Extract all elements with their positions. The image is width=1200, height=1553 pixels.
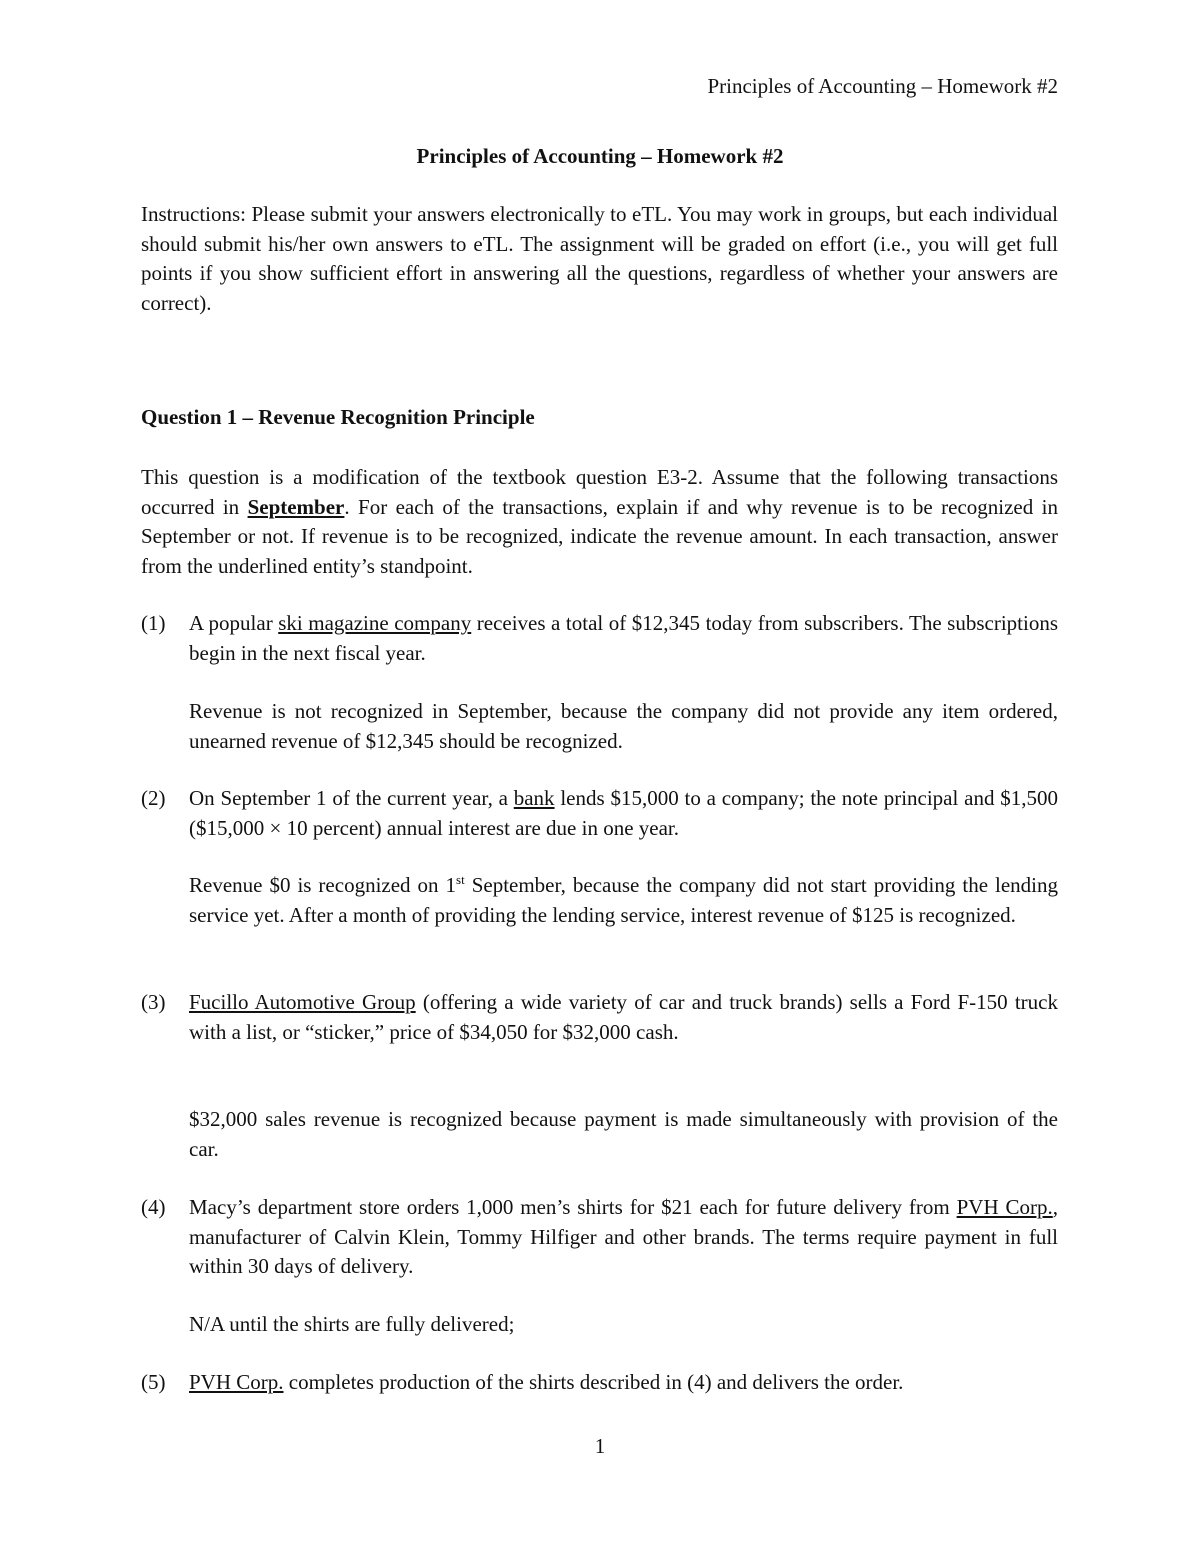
item-text-pre: A popular	[189, 611, 279, 635]
item-text-post: completes production of the shirts described in (4) and delivers the order.	[283, 1370, 904, 1394]
item-number: (4)	[141, 1195, 166, 1219]
underlined-entity: ski magazine company	[278, 611, 472, 635]
item-text	[189, 609, 1058, 668]
running-header: Principles of Accounting – Homework #2	[707, 74, 1058, 98]
item-text-pre: On September 1 of the current year, a	[189, 786, 514, 810]
intro-text-part1: This question is a modification of the textbook question E3-2. Assume that the following transactions occurred in	[141, 465, 1058, 519]
item-text	[189, 784, 1058, 843]
intro-text-part2: . For each of the transactions, explain if and why revenue is to be recognized in September or not. If revenue is to be recognized, indicate the revenue amount. In each transaction, answer from the underlined entity’s standpoint.	[141, 494, 1058, 578]
item-text	[189, 988, 1058, 1047]
document-title: Principles of Accounting – Homework #2	[416, 144, 784, 168]
answer-text-pre: Revenue $0 is recognized on 1	[189, 873, 457, 897]
item-text-post: lends $15,000 to a company; the note principal and $1,500 ($15,000 × 10 percent) annual interest are due in one year.	[189, 786, 1058, 840]
underlined-entity: PVH Corp.	[189, 1370, 284, 1394]
item-text	[189, 1368, 1058, 1398]
item-text-post: , manufacturer of Calvin Klein, Tommy Hilfiger and other brands. The terms require payment in full within 30 days of delivery.	[189, 1195, 1059, 1278]
answer-1: Revenue is not recognized in September, because the company did not provide any item ordered, unearned revenue of $12,345 should be recognized.	[189, 699, 1058, 753]
question-1-heading: Question 1 – Revenue Recognition Principle	[141, 405, 535, 429]
item-number: (5)	[141, 1370, 166, 1394]
item-text-post: receives a total of $12,345 today from subscribers. The subscriptions begin in the next fiscal year.	[189, 611, 1059, 665]
item-number: (1)	[141, 611, 166, 635]
answer-3: $32,000 sales revenue is recognized because payment is made simultaneously with provision of the car.	[189, 1107, 1058, 1161]
item-number: (3)	[141, 990, 166, 1014]
question-1-intro	[141, 463, 1058, 581]
underlined-entity: PVH Corp.	[956, 1195, 1053, 1219]
underlined-entity: Fucillo Automotive Group	[189, 990, 416, 1014]
item-number: (2)	[141, 786, 166, 810]
item-text-pre: Macy’s department store orders 1,000 men’s shirts for $21 each for future delivery from	[189, 1195, 957, 1219]
item-text-post: (offering a wide variety of car and truck brands) sells a Ford F-150 truck with a list, or “sticker,” price of $34,050 for $32,000 cash.	[189, 990, 1058, 1044]
intro-month-emphasis: September	[247, 494, 345, 519]
answer-2	[189, 871, 1058, 930]
answer-4: N/A until the shirts are fully delivered;	[189, 1312, 515, 1336]
ordinal-suffix: st	[456, 872, 465, 887]
underlined-entity: bank	[513, 786, 555, 810]
item-text	[189, 1193, 1058, 1282]
answer-text-post: September, because the company did not start providing the lending service yet. After a month of providing the lending service, interest revenue of $125 is recognized.	[189, 873, 1058, 927]
instructions-paragraph: Instructions: Please submit your answers electronically to eTL. You may work in groups, but each individual should submit his/her own answers to eTL. The assignment will be graded on effort (i.e., you will get full points if you show sufficient effort in answering all the questions, regardless of whether your answers are correct).	[141, 202, 1058, 315]
page-number: 1	[594, 1434, 606, 1458]
